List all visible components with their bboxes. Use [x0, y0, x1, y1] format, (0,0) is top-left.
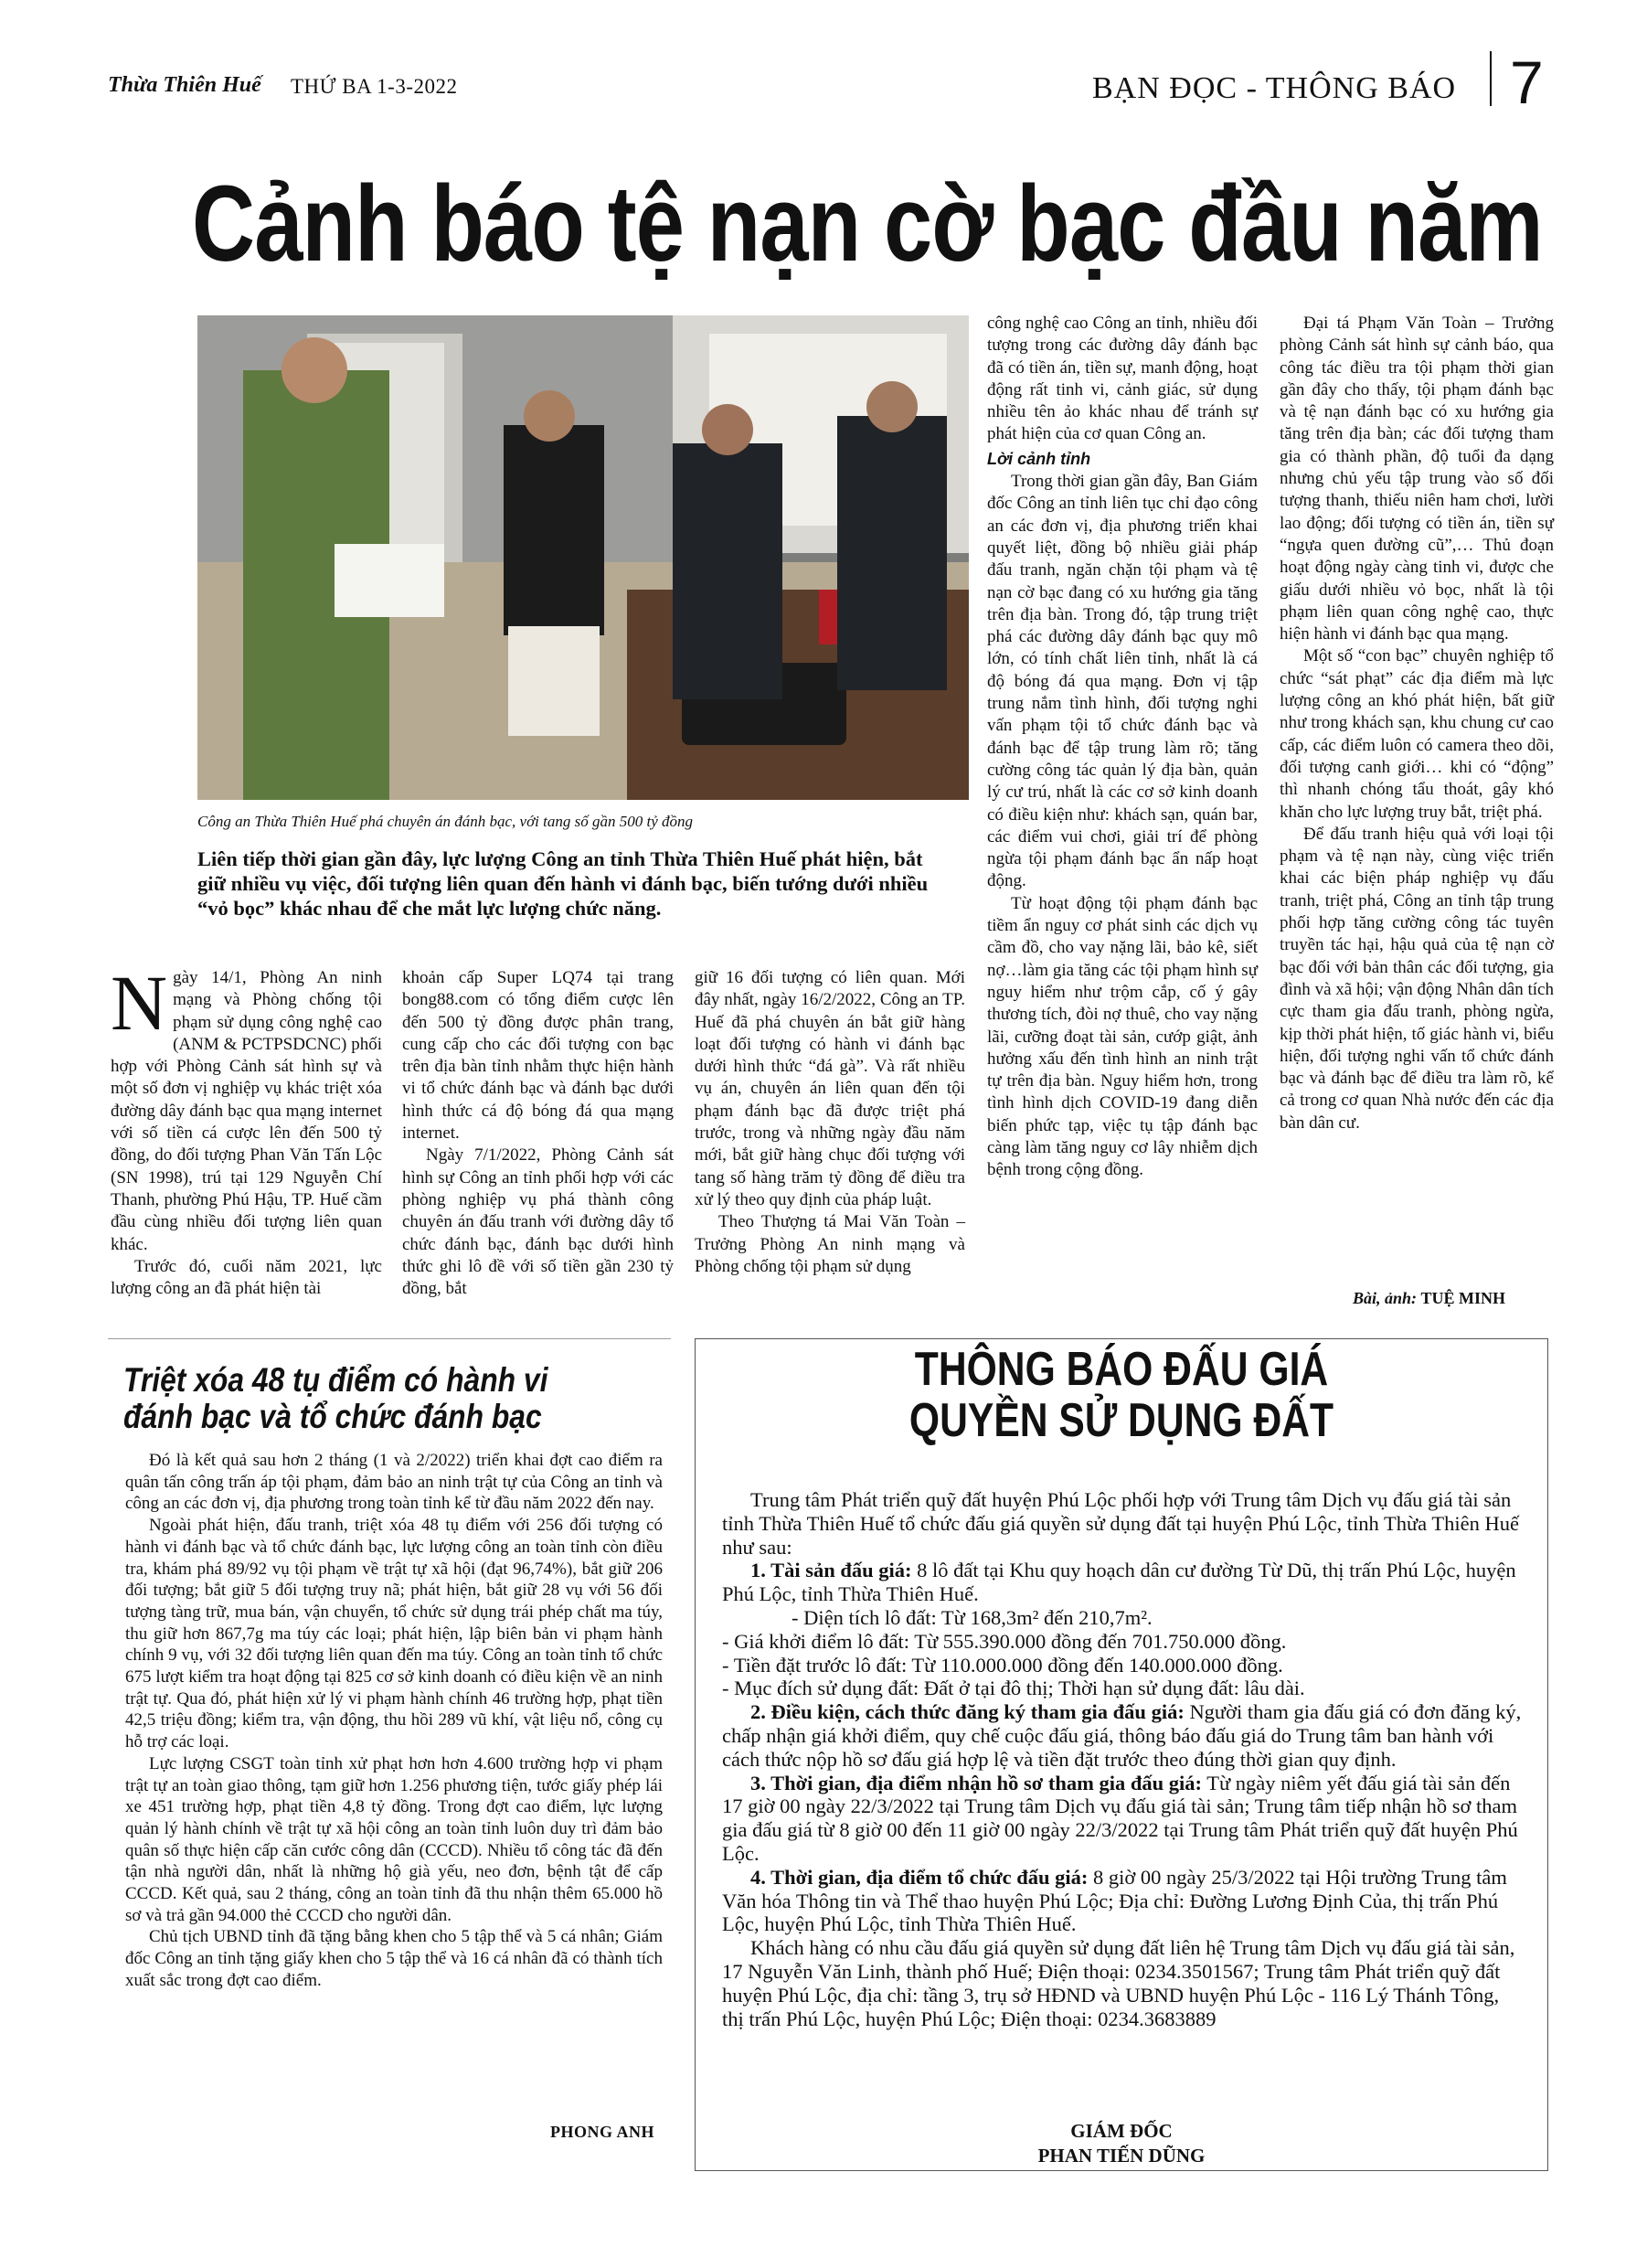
notice-signature — [704, 2119, 1539, 2168]
byline-author: TUỆ MINH — [1420, 1289, 1506, 1307]
header-divider — [1490, 51, 1492, 106]
section-divider — [108, 1338, 671, 1339]
byline-label: Bài, ảnh: — [1353, 1289, 1418, 1307]
paragraph: Trước đó, cuối năm 2021, lực lượng công an đã phát hiện tài — [111, 1256, 382, 1299]
paragraph: Ngoài phát hiện, đấu tranh, triệt xóa 48 tụ điểm với 256 đối tượng có hành vi đánh bạc và tổ chức đánh bạc, lực lượng công an toàn tỉnh còn điều tra, khám phá 89/92 vụ tội phạm về trật tự xã hội (đạt 96,74%), bắt giữ 206 đối tượng; bắt giữ 5 đối tượng truy nã; phát hiện, bắt giữ 28 vụ với 56 đối tượng tàng trữ, mua bán, vận chuyển, tổ chức sử dụng trái phép chất ma túy, thu giữ hơn 867,7g ma túy các loại; phát hiện, lập biên bản vi phạm hành chính 9 vụ, với 32 đối tượng liên quan đến ma túy. Công an toàn tỉnh tổ chức 675 lượt kiểm tra hoạt động tại 825 cơ sở kinh doanh có điều kiện về an ninh trật tự. Qua đó, phát hiện xử lý vi phạm hành chính 46 trường hợp, phạt tiền 42,5 triệu đồng; kiểm tra, vận động, thu hồi 289 vũ khí, vật liệu nổ, công cụ hỗ trợ các loại. — [125, 1516, 663, 1752]
paragraph: Chủ tịch UBND tỉnh đã tặng bằng khen cho 5 tập thể và 5 cá nhân; Giám đốc Công an tỉnh tặng giấy khen cho 5 tập thể và 16 cá nhân đã có thành tích xuất sắc trong đợt cao điểm. — [125, 1927, 663, 1990]
paragraph: giữ 16 đối tượng có liên quan. Mới đây nhất, ngày 16/2/2022, Công an TP. Huế đã phá chuyên án bắt giữ hàng loạt đối tượng có hành vi đánh bạc dưới hình thức “đá gà”. Và rất nhiều vụ án, chuyên án liên quan đến tội phạm đánh bạc đã được triệt phá trước, trong và những ngày đầu năm mới, bắt giữ hàng chục đối tượng với tang số hàng trăm tỷ đồng để điều tra xử lý theo quy định của pháp luật. — [695, 968, 965, 1209]
paragraph: Trong thời gian gần đây, Ban Giám đốc Công an tỉnh liên tục chỉ đạo công an các đơn vị, địa phương triển khai quyết liệt, đồng bộ nhiều giải pháp đấu tranh, ngăn chặn tội phạm và tệ nạn cờ bạc đang có xu hướng gia tăng trên địa bàn. Trong đó, tập trung triệt phá các đường dây đánh bạc quy mô lớn, có tính chất liên tỉnh, nhất là cá độ bóng đá qua mạng. Đơn vị tập trung nắm tình hình, đối tượng nghi vấn phạm tội tổ chức đánh bạc và đánh bạc để tập trung làm rõ; tăng cường công tác quản lý địa bàn, quản lý cư trú, nhất là các cơ sở kinh doanh có điều kiện như: khách sạn, quán bar, các điểm vui chơi, giải trí để phòng ngừa tội phạm đánh bạc ẩn nấp hoạt động. — [987, 472, 1258, 891]
subheading: Lời cảnh tỉnh — [987, 449, 1091, 468]
section-title: BẠN ĐỌC - THÔNG BÁO — [1092, 71, 1457, 105]
paragraph: Ngày 7/1/2022, Phòng Cảnh sát hình sự Công an tỉnh phối hợp với các phòng nghiệp vụ phá thành công chuyên án đấu tranh với đường dây tổ chức đánh bạc, đánh bạc dưới hình thức ghi lô đề với số tiền gần 230 tỷ đồng, bắt — [402, 1145, 674, 1299]
article-column-1 — [111, 959, 382, 1300]
publication-name: Thừa Thiên Huế — [108, 73, 261, 97]
page-number: 7 — [1510, 48, 1544, 116]
notice-item-1-deposit: - Tiền đặt trước lô đất: Từ 110.000.000 đồng đến 140.000.000 đồng. — [722, 1653, 1283, 1677]
paragraph: khoản cấp Super LQ74 tại trang bong88.com có tổng điểm cược lên đến 500 tỷ đồng được phân trang, cung cấp cho các đối tượng con bạc trên địa bàn tỉnh nhằm thực hiện hành vi tổ chức đánh bạc và đánh bạc dưới hình thức cá độ bóng đá qua mạng internet. — [402, 968, 674, 1144]
article-lead: Liên tiếp thời gian gần đây, lực lượng Công an tỉnh Thừa Thiên Huế phát hiện, bắt giữ nhiều vụ việc, đối tượng liên quan đến hành vi đánh bạc, biến tướng dưới nhiều “vỏ bọc” khác nhau để che mắt lực lượng chức năng. — [197, 847, 929, 920]
notice-item-1-area: - Diện tích lô đất: Từ 168,3m² đến 210,7m². — [792, 1605, 1153, 1629]
article-column-4 — [987, 313, 1258, 1182]
paragraph: Theo Thượng tá Mai Văn Toàn – Trưởng Phòng An ninh mạng và Phòng chống tội phạm sử dụng — [695, 1212, 965, 1276]
main-headline: Cảnh báo tệ nạn cờ bạc đầu năm — [192, 164, 1543, 284]
paragraph: công nghệ cao Công an tỉnh, nhiều đối tượng trong các đường dây đánh bạc đã có tiền án, tiền sự, manh động, hoạt động rất tinh vi, cảnh giác, sử dụng nhiều tên ảo khác nhau để tránh sự phát hiện của cơ quan Công an. — [987, 314, 1258, 444]
notice-item-1-purpose: - Mục đích sử dụng đất: Đất ở tại đô thị; Thời hạn sử dụng đất: lâu dài. — [722, 1677, 1305, 1700]
paragraph: Đó là kết quả sau hơn 2 tháng (1 và 2/2022) triển khai đợt cao điểm ra quân tấn công trấn áp tội phạm, đảm bảo an ninh trật tự của Công an tỉnh và công an các đơn vị, địa phương trong toàn tỉnh kể từ đầu năm 2022 đến nay. — [125, 1451, 663, 1514]
article-photo — [197, 315, 969, 800]
photo-scene — [197, 315, 969, 800]
notice-intro: Trung tâm Phát triển quỹ đất huyện Phú Lộc phối hợp với Trung tâm Dịch vụ đấu giá tài sản tỉnh Thừa Thiên Huế tổ chức đấu giá quyền sử dụng đất tại huyện Phú Lộc, tỉnh Thừa Thiên Huế như sau: — [722, 1488, 1519, 1559]
byline — [1353, 1289, 1505, 1308]
photo-caption: Công an Thừa Thiên Huế phá chuyên án đánh bạc, với tang số gần 500 tỷ đồng — [197, 813, 693, 830]
notice-item-2: 2. Điều kiện, cách thức đăng ký tham gia đấu giá: Người tham gia đấu giá có đơn đăng ký, chấp nhận giá khởi điểm, quy chế cuộc đấu giá, thông báo đấu giá do Trung tâm ban hành với cách thức nộp hồ sơ đấu giá hợp lệ và tiền đặt trước theo đúng thời gian quy định. — [722, 1700, 1522, 1771]
drop-cap: N — [111, 959, 168, 1047]
paragraph: Từ hoạt động tội phạm đánh bạc tiềm ẩn nguy cơ phát sinh các dịch vụ cầm đồ, cho vay nặng lãi, bảo kê, siết nợ…làm gia tăng các tội phạm hình sự nguy hiểm như trộm cắp, cố ý gây thương tích, đòi nợ thuê, cho vay nặng lãi, cưỡng đoạt tài sản, cướp giật, ảnh hưởng xấu đến tình hình an ninh trật tự trên địa bàn. Nguy hiểm hơn, trong tình hình dịch COVID-19 đang diễn biến phức tạp, việc tụ tập đánh bạc càng làm tăng nguy cơ lây nhiễm dịch bệnh trong cộng đồng. — [987, 893, 1258, 1180]
signer-name: PHAN TIẾN DŨNG — [1037, 2145, 1206, 2167]
auction-notice-title: THÔNG BÁO ĐẤU GIÁ QUYỀN SỬ DỤNG ĐẤT — [909, 1343, 1334, 1447]
notice-item-1: 1. Tài sản đấu giá: 8 lô đất tại Khu quy hoạch dân cư đường Từ Dũ, thị trấn Phú Lộc, huyện Phú Lộc, tỉnh Thừa Thiên Huế. — [722, 1559, 1516, 1606]
paragraph: Ngày 14/1, Phòng An ninh mạng và Phòng chống tội phạm sử dụng công nghệ cao (ANM & PCTPSDCNC) phối hợp với Phòng Cảnh sát hình sự và một số đơn vị nghiệp vụ khác triệt xóa đường dây đánh bạc qua mạng internet với số tiền cá cược lên đến 500 tỷ đồng, do đối tượng Phan Văn Tấn Lộc (SN 1998), trú tại 129 Nguyễn Chí Thanh, phường Phú Hậu, TP. Huế cầm đầu cùng nhiều đối tượng liên quan khác. — [111, 959, 382, 1254]
second-article-author: PHONG ANH — [550, 2123, 655, 2141]
article-column-5 — [1280, 313, 1554, 1134]
notice-contact: Khách hàng có nhu cầu đấu giá quyền sử dụng đất liên hệ Trung tâm Dịch vụ đấu giá tài sản, 17 Nguyễn Văn Linh, thành phố Huế; Điện thoại: 0234.3501567; Trung tâm Phát triển quỹ đất huyện Phú Lộc, địa chỉ: tầng 3, trụ sở HĐND và UBND huyện Phú Lộc - 116 Lý Thánh Tông, thị trấn Phú Lộc, huyện Phú Lộc; Điện thoại: 0234.3683889 — [722, 1936, 1515, 2030]
paragraph: Đại tá Phạm Văn Toàn – Trưởng phòng Cảnh sát hình sự cảnh báo, qua công tác điều tra tội phạm thời gian gần đây cho thấy, tội phạm đánh bạc và tệ nạn đánh bạc có xu hướng gia tăng trên địa bàn; các đối tượng tham gia có thành phần, độ tuổi đa dạng nhưng chủ yếu tập trung vào số đối tượng thanh, thiếu niên ham chơi, lười lao động; đối tượng có tiền án, tiền sự “ngựa quen đường cũ”,… Thủ đoạn hoạt động ngày càng tinh vi, được che giấu dưới nhiều vỏ bọc, nhất là tội phạm liên quan công nghệ cao, thực hiện hành vi đánh bạc qua mạng. — [1280, 314, 1554, 644]
second-article-title: Triệt xóa 48 tụ điểm có hành vi đánh bạc và tổ chức đánh bạc — [123, 1361, 548, 1435]
paragraph: Một số “con bạc” chuyên nghiệp tổ chức “sát phạt” các địa điểm mà lực lượng công an khó phát hiện, bất giữ như trong khách sạn, khu chung cư cao cấp, các điểm luôn có camera theo dõi, đối tượng canh giới… khi có “động” thì nhanh chóng tẩu thoát, gây khó khăn cho lực lượng truy bắt, triệt phá. — [1280, 646, 1554, 822]
auction-notice-body — [722, 1488, 1525, 2030]
notice-item-4: 4. Thời gian, địa điểm tổ chức đấu giá: 8 giờ 00 ngày 25/3/2022 tại Hội trường Trung tâm Văn hóa Thông tin và Thể thao huyện Phú Lộc; Địa chỉ: Đường Lương Định Của, thị trấn Phú Lộc, huyện Phú Lộc, tỉnh Thừa Thiên Huế. — [722, 1865, 1507, 1936]
article-column-3 — [695, 967, 965, 1278]
paragraph: Để đấu tranh hiệu quả với loại tội phạm và tệ nạn này, cùng việc triển khai các biện pháp nghiệp vụ đấu tranh, triệt phá, Công an tỉnh tập trung phối hợp tăng cường công tác tuyên truyền tác hại, hậu quả của tệ nạn cờ bạc đối với bản thân các đối tượng, gia đình và xã hội; vận động Nhân dân tích cực tham gia đấu tranh, phòng ngừa, kịp thời phát hiện, tố giác hành vi, biểu hiện, đối tượng nghi vấn tổ chức đánh bạc và đánh bạc để điều tra làm rõ, kể cả trong cơ quan Nhà nước đến các địa bàn dân cư. — [1280, 824, 1554, 1133]
notice-item-3: 3. Thời gian, địa điểm nhận hồ sơ tham gia đấu giá: Từ ngày niêm yết đấu giá tài sản đến 17 giờ 00 ngày 22/3/2022 tại Trung tâm Dịch vụ đấu giá tài sản; Trung tâm tiếp nhận hồ sơ tham gia đấu giá từ 8 giờ 00 đến 11 giờ 00 ngày 22/3/2022 tại Trung tâm Phát triển quỹ đất huyện Phú Lộc. — [722, 1771, 1518, 1865]
second-article-body — [125, 1450, 663, 1992]
article-column-2 — [402, 967, 674, 1300]
issue-date: THỨ BA 1-3-2022 — [291, 75, 458, 98]
paragraph: Lực lượng CSGT toàn tỉnh xử phạt hơn hơn 4.600 trường hợp vi phạm trật tự an toàn giao thông, tạm giữ hơn 1.256 phương tiện, tước giấy phép lái xe 451 trường hợp, phạt tiền 4,8 tỷ đồng. Trong đợt cao điểm, lực lượng quản lý hành chính về trật tự xã hội công an toàn tỉnh luôn duy trì đảm bảo quân số thực hiện cấp căn cước công dân (CCCD). Nhiều tổ công tác đã đến tận nhà người dân, nhất là những hộ già yếu, neo đơn, bệnh tật để cấp CCCD. Kết quả, sau 2 tháng, công an toàn tỉnh đã thu nhận thêm 65.000 hồ sơ và trả gần 94.000 thẻ CCCD cho người dân. — [125, 1753, 663, 1925]
notice-item-1-price: - Giá khởi điểm lô đất: Từ 555.390.000 đồng đến 701.750.000 đồng. — [722, 1629, 1287, 1653]
signer-title: GIÁM ĐỐC — [1070, 2120, 1173, 2142]
